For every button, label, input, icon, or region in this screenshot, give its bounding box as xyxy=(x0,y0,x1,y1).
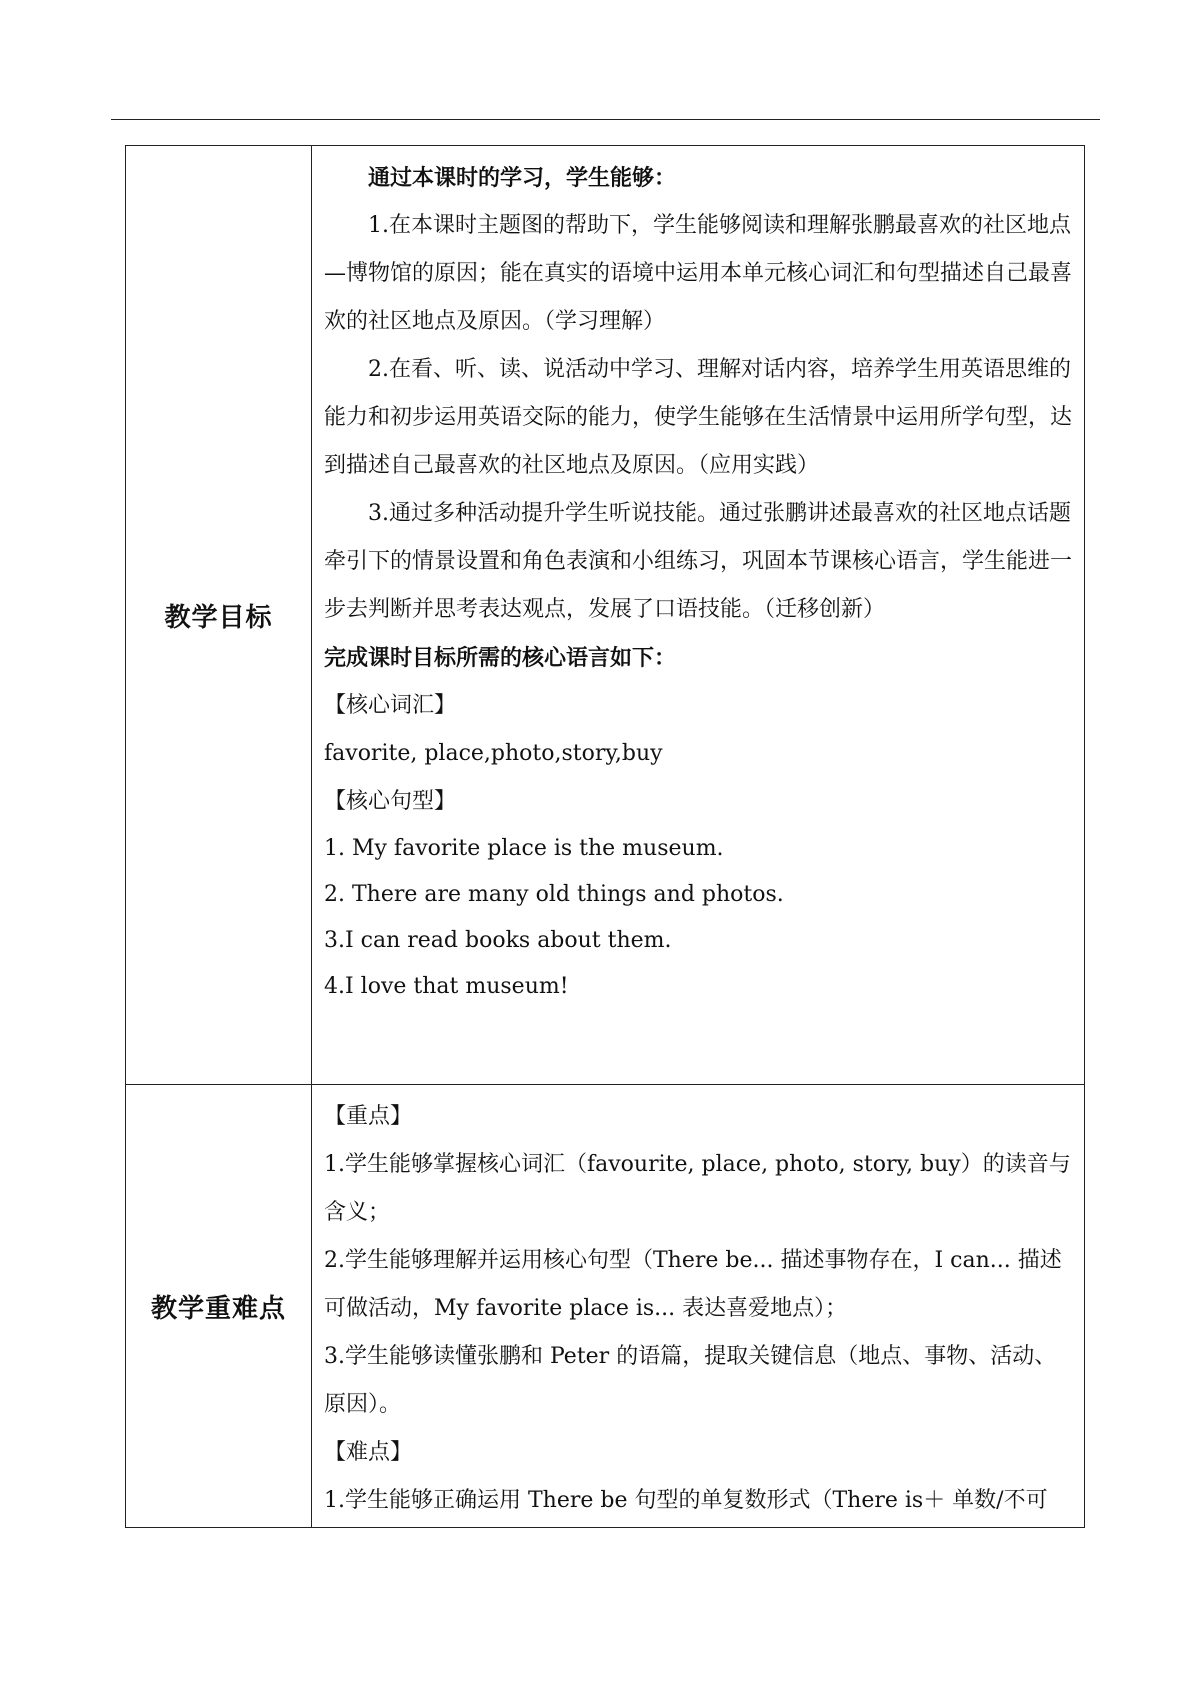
header-rule xyxy=(111,119,1100,120)
key-point-2: 2.学生能够理解并运用核心句型（There be... 描述事物存在，I can... 描述可做活动，My favorite place is... 表达喜爱地点）； xyxy=(324,1248,1062,1321)
teaching-goals-content xyxy=(312,146,1085,1085)
teaching-goals-row xyxy=(126,146,1085,1085)
core-language-heading: 完成课时目标所需的核心语言如下： xyxy=(324,645,677,671)
sentence-3: 3.I can read books about them. xyxy=(324,928,672,953)
sentences-heading: 【核心句型】 xyxy=(324,789,457,814)
sentence-4: 4.I love that museum! xyxy=(324,974,569,999)
difficult-points-heading: 【难点】 xyxy=(324,1440,413,1465)
key-points-heading: 【重点】 xyxy=(324,1104,413,1129)
sentence-2: 2. There are many old things and photos. xyxy=(324,882,784,907)
teaching-goals-label: 教学目标 xyxy=(126,146,312,1085)
vocab-heading: 【核心词汇】 xyxy=(324,693,457,718)
key-difficult-points-label: 教学重难点 xyxy=(126,1085,312,1528)
difficult-point-1: 1.学生能够正确运用 There be 句型的单复数形式（There is＋ 单数/不可 xyxy=(324,1488,1048,1513)
objective-2: 2.在看、听、读、说活动中学习、理解对话内容，培养学生用英语思维的能力和初步运用英语交际的能力，使学生能够在生活情景中运用所学句型，达到描述自己最喜欢的社区地点及原因。（应用实践） xyxy=(324,357,1073,478)
vocab-list: favorite, place,photo,story,buy xyxy=(324,741,663,766)
lesson-plan-table xyxy=(125,145,1085,1528)
key-point-3: 3.学生能够读懂张鹏和 Peter 的语篇，提取关键信息（地点、事物、活动、原因）。 xyxy=(324,1344,1057,1417)
key-point-1: 1.学生能够掌握核心词汇（favourite, place, photo, story, buy）的读音与含义； xyxy=(324,1152,1071,1225)
sentence-1: 1. My favorite place is the museum. xyxy=(324,836,724,861)
key-difficult-points-row xyxy=(126,1085,1085,1528)
key-difficult-points-content xyxy=(312,1085,1085,1528)
goals-intro: 通过本课时的学习，学生能够： xyxy=(368,165,677,191)
objective-3: 3.通过多种活动提升学生听说技能。通过张鹏讲述最喜欢的社区地点话题牵引下的情景设置和角色表演和小组练习，巩固本节课核心语言，学生能进一步去判断并思考表达观点，发展了口语技能。（迁移创新） xyxy=(324,501,1073,622)
objective-1: 1.在本课时主题图的帮助下，学生能够阅读和理解张鹏最喜欢的社区地点—博物馆的原因；能在真实的语境中运用本单元核心词汇和句型描述自己最喜欢的社区地点及原因。（学习理解） xyxy=(324,213,1073,334)
